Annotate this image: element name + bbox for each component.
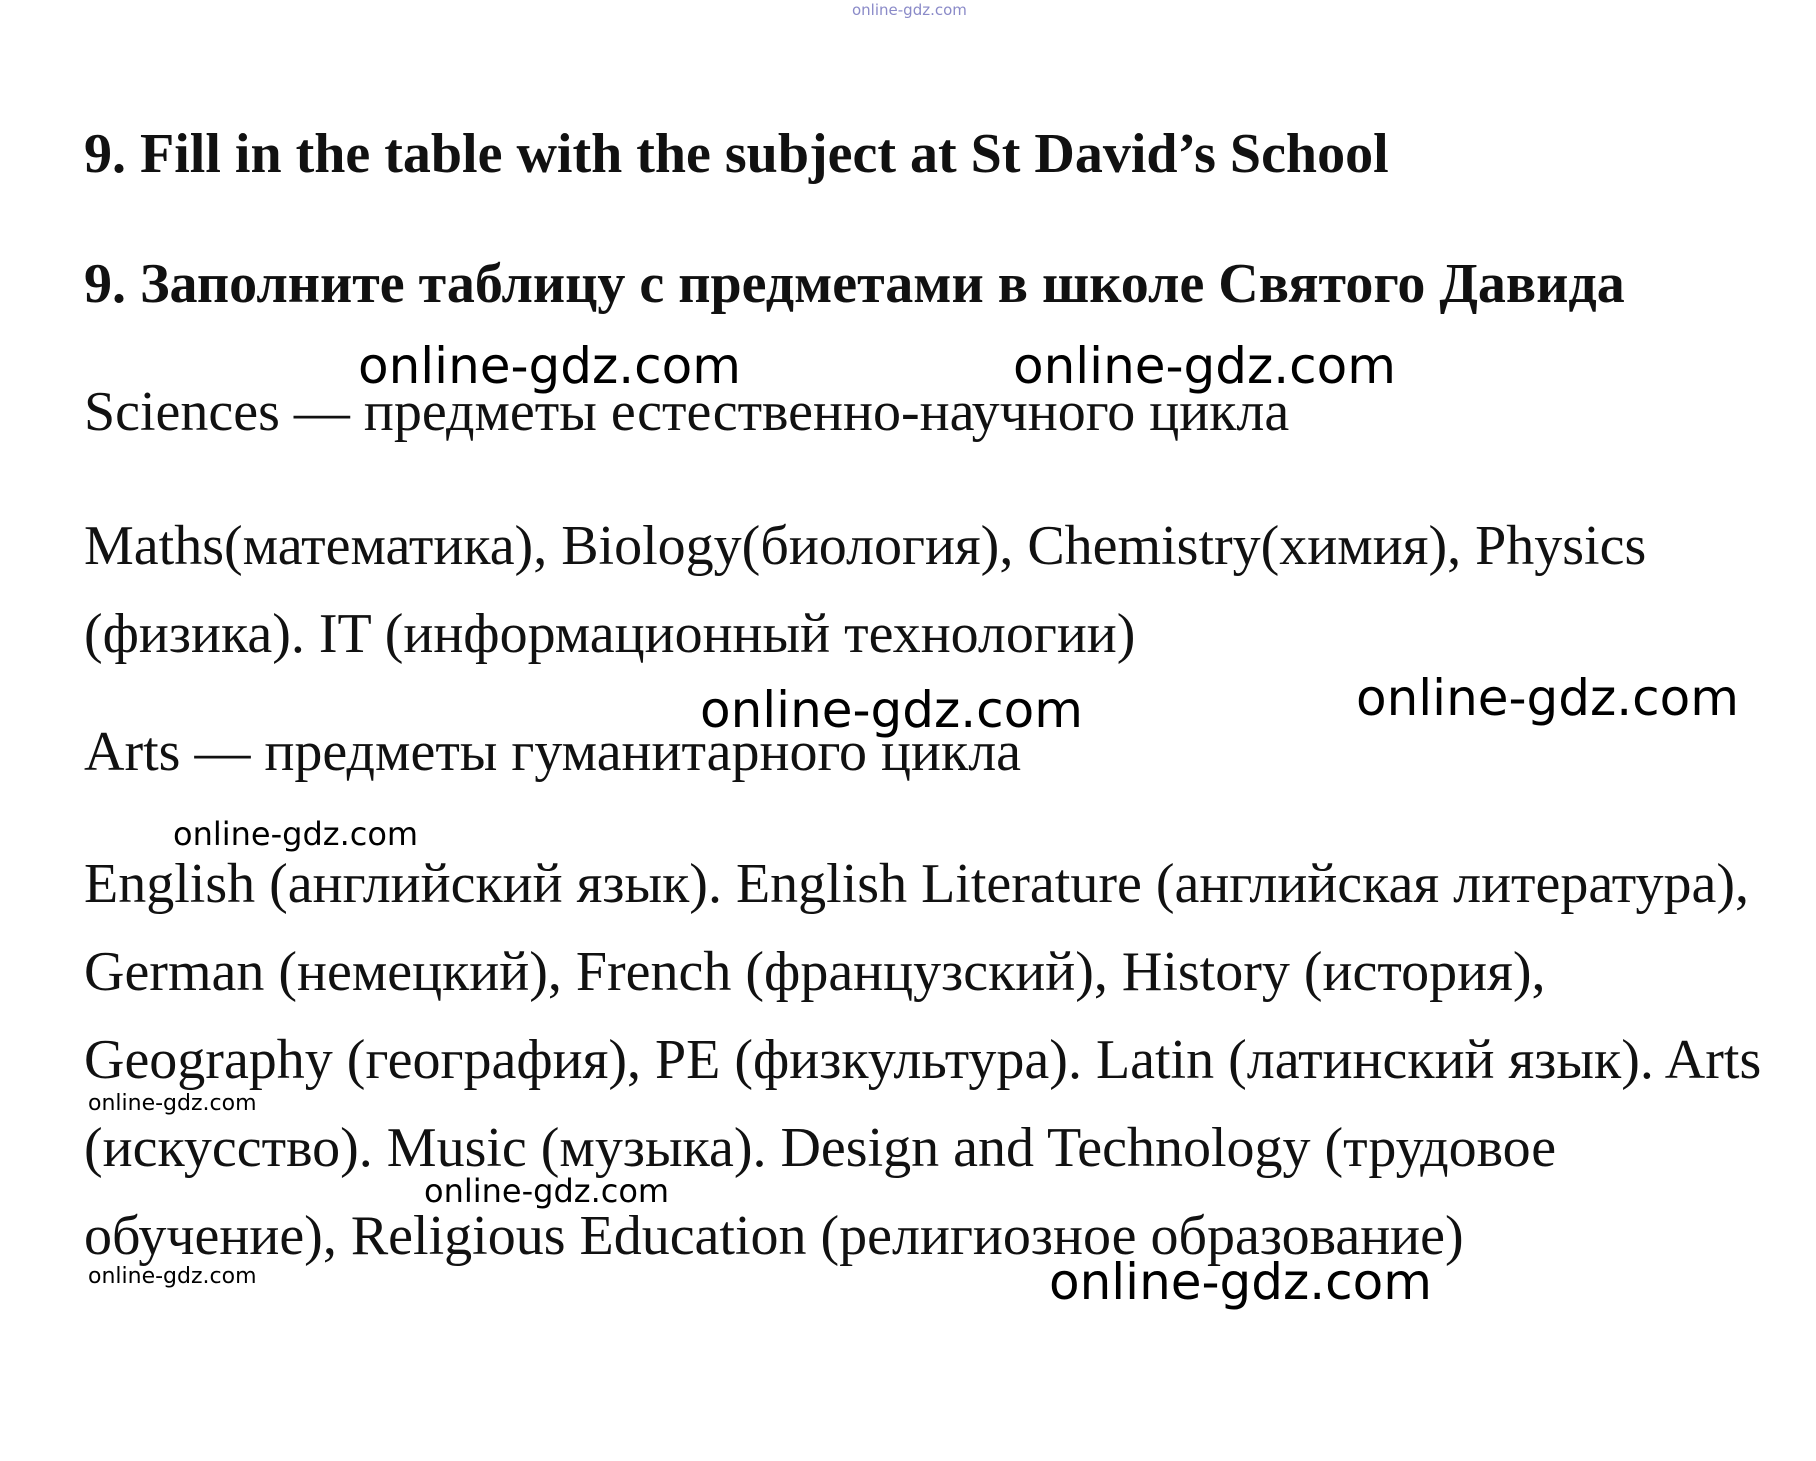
arts-subject-list: English (английский язык). English Literature (английская литература), German (немецкий), French (французский), History (история), Geography (география), PE (физкультура). Latin (латинский язык). Arts (искусство). Music (музыка). Design and Technology (трудовое обучение), Religious Education (религиозное образование) [84, 853, 1762, 1267]
watermark: online-gdz.com [1013, 337, 1396, 395]
watermark: online-gdz.com [424, 1172, 670, 1210]
watermark: online-gdz.com [88, 1091, 257, 1116]
arts-title: Arts — предметы гуманитарного цикла [84, 721, 1021, 783]
watermark: online-gdz.com [1356, 669, 1739, 727]
watermark: online-gdz.com [173, 815, 419, 853]
sciences-title: Sciences — предметы естественно-научного цикла [84, 381, 1290, 443]
watermark: online-gdz.com [1049, 1253, 1432, 1311]
watermark: online-gdz.com [88, 1264, 257, 1289]
watermark-top: online-gdz.com [852, 1, 967, 19]
sciences-subject-list: Maths(математика), Biology(биология), Chemistry(химия), Physics (физика). IT (информационный технологии) [84, 515, 1647, 665]
watermark: online-gdz.com [358, 337, 741, 395]
heading-english: 9. Fill in the table with the subject at St David’s School [84, 123, 1389, 185]
watermark: online-gdz.com [700, 681, 1083, 739]
heading-russian: 9. Заполните таблицу с предметами в школе Святого Давида [84, 253, 1625, 315]
